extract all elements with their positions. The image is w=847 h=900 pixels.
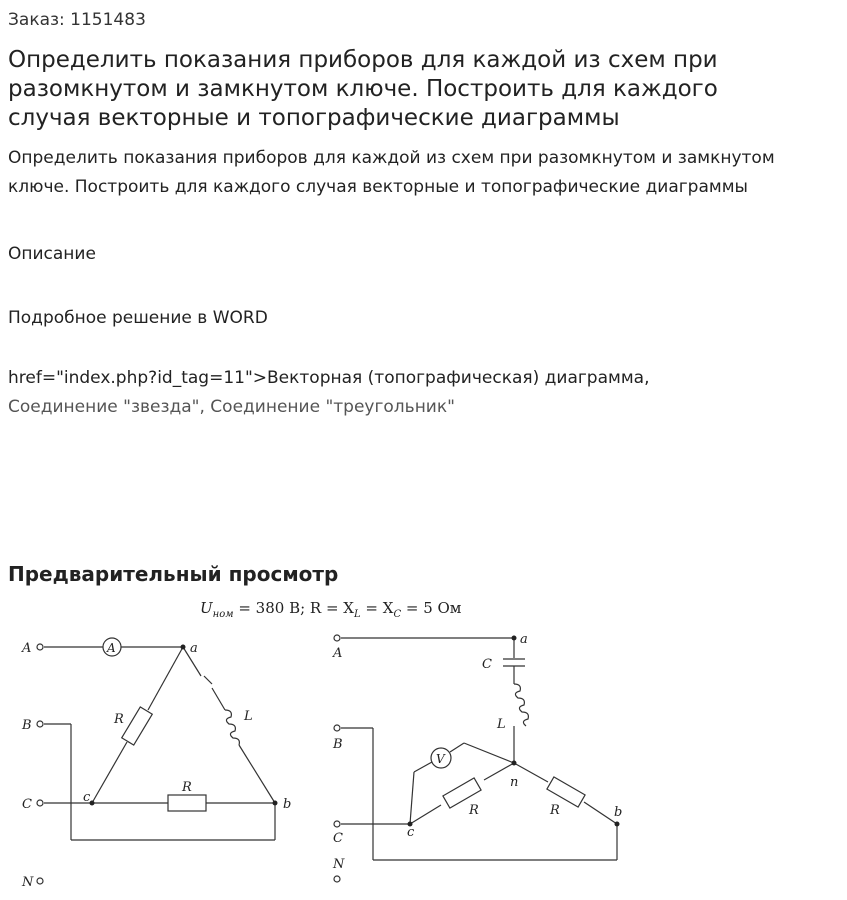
label-L-right: L <box>497 717 506 732</box>
section-label: Описание <box>8 244 96 264</box>
label-R1-right: R <box>469 803 479 818</box>
circuit-diagram <box>0 592 847 900</box>
label-R2-right: R <box>550 803 560 818</box>
params-end: = 5 Ом <box>401 599 462 617</box>
solution-note: Подробное решение в WORD <box>8 308 268 328</box>
label-right-b: b <box>614 805 623 820</box>
ammeter-label: A <box>107 641 116 655</box>
star-circuit <box>334 635 617 882</box>
order-number: Заказ: 1151483 <box>8 10 146 30</box>
inductor-coil-right <box>514 684 528 726</box>
label-left-b: b <box>283 797 292 812</box>
inductor-coil <box>225 710 239 745</box>
label-right-c: c <box>407 825 415 840</box>
label-left-A: A <box>22 641 32 656</box>
preview-heading: Предварительный просмотр <box>8 562 339 586</box>
params-eq: = X <box>360 599 394 617</box>
label-left-C: C <box>22 797 32 812</box>
resistor-cb <box>168 795 206 811</box>
params-u-sub: ном <box>212 609 234 620</box>
description: Определить показания приборов для каждой из схем при разомкнутом и замкнутом ключе. Построить для каждого случая векторные и топографические диаграммы <box>8 148 775 197</box>
label-right-B: B <box>333 737 343 752</box>
params-xc-sub: C <box>393 609 402 620</box>
label-right-N: N <box>333 857 345 872</box>
delta-circuit <box>37 638 275 884</box>
label-left-N: N <box>22 875 34 890</box>
resistor-ac <box>122 707 153 745</box>
page-title: Определить показания приборов для каждой из схем при разомкнутом и замкнутом ключе. Построить для каждого случая векторные и топографические диаграммы <box>8 47 718 131</box>
label-right-n: n <box>510 775 519 790</box>
voltmeter-label: V <box>436 752 445 766</box>
circuit-params <box>200 599 462 620</box>
params-rest: = 380 В; R = X <box>233 599 354 617</box>
label-left-B: B <box>22 718 32 733</box>
params-xl-sub: L <box>354 609 361 620</box>
label-capacitor: C <box>482 657 492 672</box>
tags-prefix: href="index.php?id_tag=11">Векторная (топографическая) диаграмма, <box>8 368 650 388</box>
label-left-c: c <box>83 790 91 805</box>
label-R2-left: R <box>182 780 192 795</box>
tags <box>8 364 838 421</box>
label-left-a: a <box>190 641 198 656</box>
params-u: U <box>200 599 213 617</box>
label-right-C: C <box>333 831 343 846</box>
tags-links[interactable]: Соединение "звезда", Соединение "треугольник" <box>8 396 455 417</box>
label-right-a: a <box>520 632 528 647</box>
label-R1-left: R <box>114 712 124 727</box>
label-right-A: A <box>333 646 343 661</box>
label-L-left: L <box>244 709 253 724</box>
